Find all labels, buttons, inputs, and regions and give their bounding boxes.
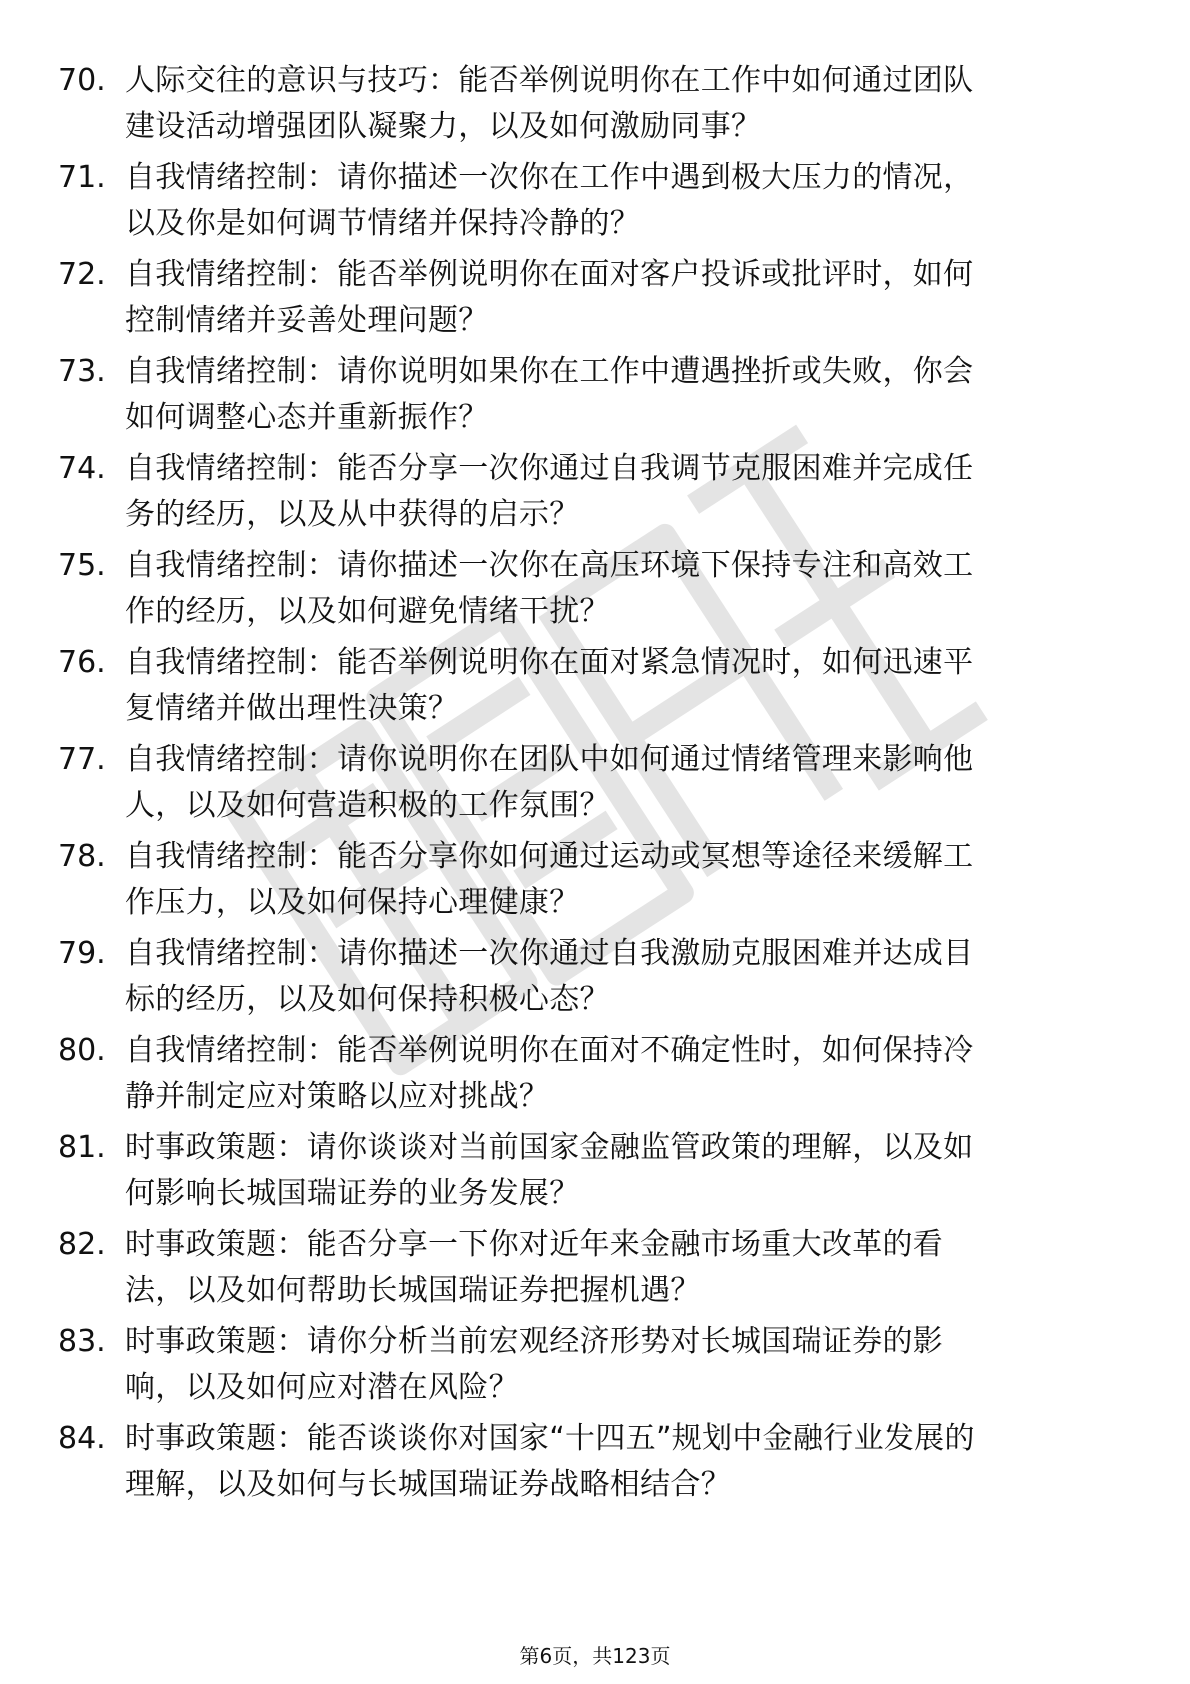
question-text — [125, 349, 1125, 441]
question-number: 81. — [58, 1130, 106, 1165]
question-item — [58, 543, 1108, 633]
question-line: 如何调整心态并重新振作？ — [125, 400, 489, 435]
question-line: 务的经历，以及从中获得的启示？ — [125, 497, 580, 532]
question-text — [125, 931, 1125, 1023]
question-item — [58, 1222, 1108, 1312]
question-number: 77. — [58, 742, 106, 777]
question-number: 84. — [58, 1421, 106, 1456]
question-line: 人际交往的意识与技巧：能否举例说明你在工作中如何通过团队 — [125, 63, 974, 98]
question-number: 80. — [58, 1033, 106, 1068]
question-text — [125, 1028, 1125, 1120]
question-number: 75. — [58, 548, 106, 583]
question-line: 自我情绪控制：请你描述一次你在工作中遇到极大压力的情况， — [125, 160, 974, 195]
question-number: 72. — [58, 257, 106, 292]
question-line: 时事政策题：请你分析当前宏观经济形势对长城国瑞证券的影 — [125, 1324, 944, 1359]
question-item — [58, 1416, 1108, 1506]
question-line: 标的经历，以及如何保持积极心态？ — [125, 982, 610, 1017]
question-item — [58, 155, 1108, 245]
question-number: 71. — [58, 160, 106, 195]
question-line: 自我情绪控制：请你说明你在团队中如何通过情绪管理来影响他 — [125, 742, 974, 777]
question-line: 时事政策题：能否分享一下你对近年来金融市场重大改革的看 — [125, 1227, 944, 1262]
question-line: 静并制定应对策略以应对挑战？ — [125, 1079, 550, 1114]
question-item — [58, 58, 1108, 148]
question-line: 理解，以及如何与长城国瑞证券战略相结合？ — [125, 1467, 731, 1502]
question-line: 自我情绪控制：请你说明如果你在工作中遭遇挫折或失败，你会 — [125, 354, 974, 389]
question-line: 自我情绪控制：能否分享一次你通过自我调节克服困难并完成任 — [125, 451, 974, 486]
question-text — [125, 1416, 1125, 1508]
question-line: 时事政策题：请你谈谈对当前国家金融监管政策的理解，以及如 — [125, 1130, 974, 1165]
question-text — [125, 58, 1125, 150]
question-number: 79. — [58, 936, 106, 971]
question-text — [125, 1319, 1125, 1411]
question-item — [58, 349, 1108, 439]
page-number-label: 第6页，共123页 — [519, 1644, 671, 1668]
question-item — [58, 834, 1108, 924]
question-item — [58, 1125, 1108, 1215]
question-item — [58, 252, 1108, 342]
question-text — [125, 252, 1125, 344]
question-line: 响，以及如何应对潜在风险？ — [125, 1370, 519, 1405]
question-line: 自我情绪控制：请你描述一次你通过自我激励克服困难并达成目 — [125, 936, 974, 971]
question-item — [58, 446, 1108, 536]
question-line: 何影响长城国瑞证券的业务发展？ — [125, 1176, 580, 1211]
question-line: 自我情绪控制：能否举例说明你在面对紧急情况时，如何迅速平 — [125, 645, 974, 680]
question-line: 时事政策题：能否谈谈你对国家“十四五”规划中金融行业发展的 — [125, 1421, 975, 1456]
question-text — [125, 1222, 1125, 1314]
question-text — [125, 543, 1125, 635]
question-item — [58, 931, 1108, 1021]
question-number: 78. — [58, 839, 106, 874]
question-item — [58, 1028, 1108, 1118]
question-number: 76. — [58, 645, 106, 680]
question-item — [58, 640, 1108, 730]
question-item — [58, 737, 1108, 827]
question-text — [125, 640, 1125, 732]
question-number: 83. — [58, 1324, 106, 1359]
question-text — [125, 155, 1125, 247]
question-number: 82. — [58, 1227, 106, 1262]
question-text — [125, 1125, 1125, 1217]
question-number: 73. — [58, 354, 106, 389]
question-line: 自我情绪控制：请你描述一次你在高压环境下保持专注和高效工 — [125, 548, 974, 583]
question-text — [125, 446, 1125, 538]
question-text — [125, 834, 1125, 926]
question-line: 建设活动增强团队凝聚力，以及如何激励同事？ — [125, 109, 762, 144]
question-line: 法，以及如何帮助长城国瑞证券把握机遇？ — [125, 1273, 701, 1308]
question-line: 控制情绪并妥善处理问题？ — [125, 303, 489, 338]
question-line: 复情绪并做出理性决策？ — [125, 691, 459, 726]
question-line: 以及你是如何调节情绪并保持冷静的？ — [125, 206, 641, 241]
question-line: 作压力，以及如何保持心理健康？ — [125, 885, 580, 920]
question-number: 70. — [58, 63, 106, 98]
question-line: 自我情绪控制：能否分享你如何通过运动或冥想等途径来缓解工 — [125, 839, 974, 874]
question-line: 人，以及如何营造积极的工作氛围？ — [125, 788, 610, 823]
question-line: 自我情绪控制：能否举例说明你在面对不确定性时，如何保持冷 — [125, 1033, 974, 1068]
question-line: 自我情绪控制：能否举例说明你在面对客户投诉或批评时，如何 — [125, 257, 974, 292]
question-item — [58, 1319, 1108, 1409]
page-footer — [0, 1642, 1190, 1670]
question-line: 作的经历，以及如何避免情绪干扰？ — [125, 594, 610, 629]
question-number: 74. — [58, 451, 106, 486]
question-text — [125, 737, 1125, 829]
